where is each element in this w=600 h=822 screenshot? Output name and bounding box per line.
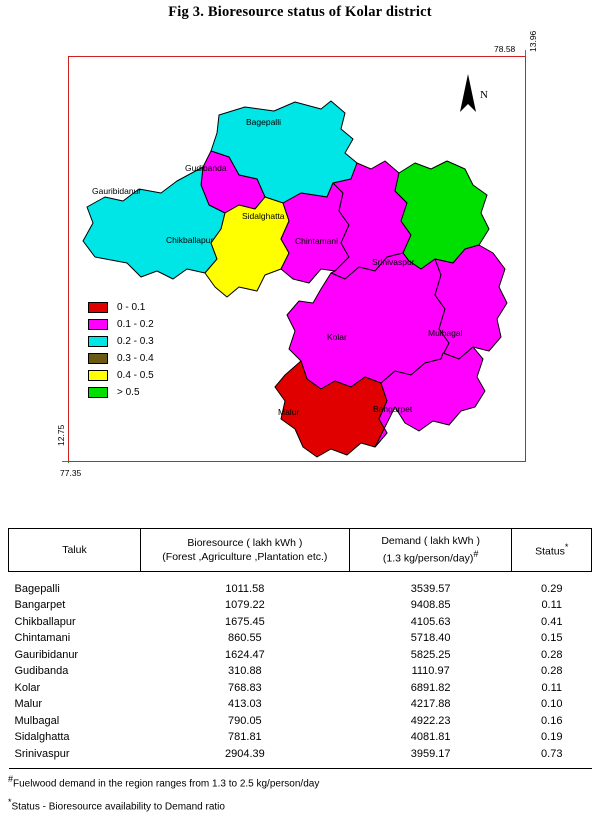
cell-taluk: Srinivaspur	[14, 747, 70, 760]
cell-taluk: Mulbagal	[14, 714, 60, 727]
table-row	[9, 581, 592, 598]
cell-bioresource: 1675.45	[224, 615, 265, 628]
cell-bioresource: 1011.58	[225, 582, 265, 595]
cell-taluk: Malur	[14, 698, 43, 711]
cell-status: 0.19	[541, 731, 563, 744]
north-arrow-label: N	[480, 89, 488, 101]
legend-swatch	[88, 370, 108, 381]
map-label-sidalghatta: Sidalghatta	[242, 211, 285, 221]
cell-status: 0.11	[541, 681, 563, 694]
map-label-bagepalli: Bagepalli	[246, 117, 281, 127]
cell-demand: 4922.23	[410, 714, 451, 727]
table-spacer-cell	[140, 571, 349, 581]
map-label-kolar: Kolar	[327, 332, 347, 342]
cell-demand: 5718.40	[410, 632, 451, 645]
cell-status: 0.11	[541, 599, 563, 612]
cell-demand: 1110.97	[411, 665, 450, 678]
cell-taluk: Bagepalli	[14, 582, 60, 595]
footnote-fuelwood	[8, 773, 592, 792]
column-header-taluk: Taluk	[9, 529, 141, 572]
cell-status: 0.16	[541, 714, 563, 727]
map-legend	[88, 299, 208, 401]
map-label-gauribidanur: Gauribidanur	[92, 186, 142, 196]
cell-status: 0.15	[541, 632, 563, 645]
cell-taluk: Bangarpet	[14, 599, 66, 612]
map-label-chikballapur: Chikballapur	[166, 235, 214, 245]
legend-label: 0.1 - 0.2	[117, 319, 154, 330]
legend-label: 0 - 0.1	[117, 302, 146, 313]
footnote-fuelwood-marker: #	[8, 774, 14, 785]
footnote-status-marker: *	[8, 797, 12, 808]
cell-status: 0.73	[541, 747, 563, 760]
legend-row	[88, 350, 208, 367]
footnote-fuelwood-text: Fuelwood demand in the region ranges from 1.3 to 2.5 kg/person/day	[13, 778, 320, 790]
table-row	[9, 663, 592, 680]
table-row	[9, 614, 592, 631]
column-header-demand-superscript: #	[473, 549, 479, 560]
table-row	[9, 729, 592, 746]
cell-bioresource: 1624.47	[224, 648, 265, 661]
cell-taluk: Chikballapur	[14, 615, 76, 628]
table-spacer-cell	[512, 571, 592, 581]
table-bottom-rule	[9, 769, 592, 770]
cell-bioresource: 2904.39	[224, 747, 265, 760]
table-header	[9, 529, 592, 572]
table-row	[9, 680, 592, 697]
column-header-bioresource	[140, 529, 349, 572]
cell-demand: 3539.57	[410, 582, 451, 595]
table-row	[9, 713, 592, 730]
cell-bioresource: 860.55	[228, 632, 262, 645]
cell-bioresource: 413.03	[228, 698, 262, 711]
table-top-spacer	[9, 571, 592, 581]
table-row	[9, 696, 592, 713]
map-label-gudibanda: Gudibanda	[185, 163, 227, 173]
table-row	[9, 630, 592, 647]
legend-row	[88, 299, 208, 316]
legend-swatch	[88, 353, 108, 364]
coordinate-lon-bottom: 77.35	[60, 468, 82, 478]
bioresource-table	[8, 528, 592, 769]
cell-taluk: Kolar	[14, 681, 41, 694]
column-header-demand-line2: (1.3 kg/person/day)	[382, 552, 474, 565]
cell-demand: 4081.81	[410, 731, 451, 744]
table-body	[9, 571, 592, 769]
column-header-bioresource-line1: Bioresource ( lakh kWh )	[187, 536, 303, 549]
map-frame	[68, 56, 526, 462]
cell-taluk: Chintamani	[14, 632, 71, 645]
map-label-srinivaspur: Srinivaspur	[372, 257, 415, 267]
table-spacer-cell	[349, 571, 512, 581]
legend-label: > 0.5	[117, 387, 140, 398]
north-arrow-icon	[452, 72, 498, 114]
cell-demand: 5825.25	[410, 648, 451, 661]
table-row	[9, 597, 592, 614]
table-row	[9, 746, 592, 763]
column-header-demand	[349, 529, 512, 572]
legend-swatch	[88, 302, 108, 313]
table-bottom-rule-cell	[9, 769, 592, 770]
column-header-status-text: Status	[535, 545, 565, 558]
legend-row	[88, 367, 208, 384]
legend-row	[88, 384, 208, 401]
legend-swatch	[88, 387, 108, 398]
cell-taluk: Gauribidanur	[14, 648, 79, 661]
cell-demand: 9408.85	[410, 599, 451, 612]
map-label-malur: Malur	[278, 407, 300, 417]
cell-bioresource: 768.83	[228, 681, 262, 694]
cell-status: 0.10	[541, 698, 563, 711]
column-header-bioresource-line2: (Forest ,Agriculture ,Plantation etc.)	[162, 550, 328, 563]
cell-bioresource: 1079.22	[224, 599, 265, 612]
cell-status: 0.29	[541, 582, 563, 595]
legend-row	[88, 316, 208, 333]
cell-taluk: Gudibanda	[14, 665, 69, 678]
map-label-bangarpet: Bangarpet	[373, 404, 413, 414]
legend-swatch	[88, 336, 108, 347]
cell-demand: 6891.82	[410, 681, 451, 694]
coordinate-lat-top: 13.96	[528, 30, 538, 52]
coordinate-lon-top: 78.58	[494, 44, 516, 54]
column-header-status-superscript: *	[564, 542, 569, 553]
column-header-status	[512, 529, 592, 572]
cell-status: 0.28	[541, 648, 563, 661]
legend-row	[88, 333, 208, 350]
cell-status: 0.28	[541, 665, 563, 678]
cell-demand: 3959.17	[410, 747, 451, 760]
cell-status: 0.41	[541, 615, 563, 628]
footnote-status	[8, 796, 592, 815]
cell-demand: 4105.63	[410, 615, 451, 628]
column-header-demand-line1: Demand ( lakh kWh )	[381, 535, 480, 547]
table-spacer-cell	[9, 571, 141, 581]
coordinate-lat-bottom: 12.75	[56, 424, 66, 446]
cell-taluk: Sidalghatta	[14, 731, 70, 744]
map-label-chintamani: Chintamani	[295, 236, 338, 246]
bioresource-table-wrapper	[8, 528, 592, 815]
cell-bioresource: 790.05	[228, 714, 262, 727]
cell-demand: 4217.88	[410, 698, 451, 711]
table-header-row	[9, 529, 592, 572]
footnote-status-text: Status - Bioresource availability to Demand ratio	[11, 801, 225, 813]
cell-bioresource: 781.81	[228, 731, 262, 744]
legend-swatch	[88, 319, 108, 330]
map-label-mulbagal: Mulbagal	[428, 328, 463, 338]
table-row	[9, 647, 592, 664]
cell-bioresource: 310.88	[228, 665, 262, 678]
figure-title: Fig 3. Bioresource status of Kolar district	[168, 4, 432, 20]
legend-label: 0.4 - 0.5	[117, 370, 154, 381]
legend-label: 0.2 - 0.3	[117, 336, 154, 347]
legend-label: 0.3 - 0.4	[117, 353, 154, 364]
